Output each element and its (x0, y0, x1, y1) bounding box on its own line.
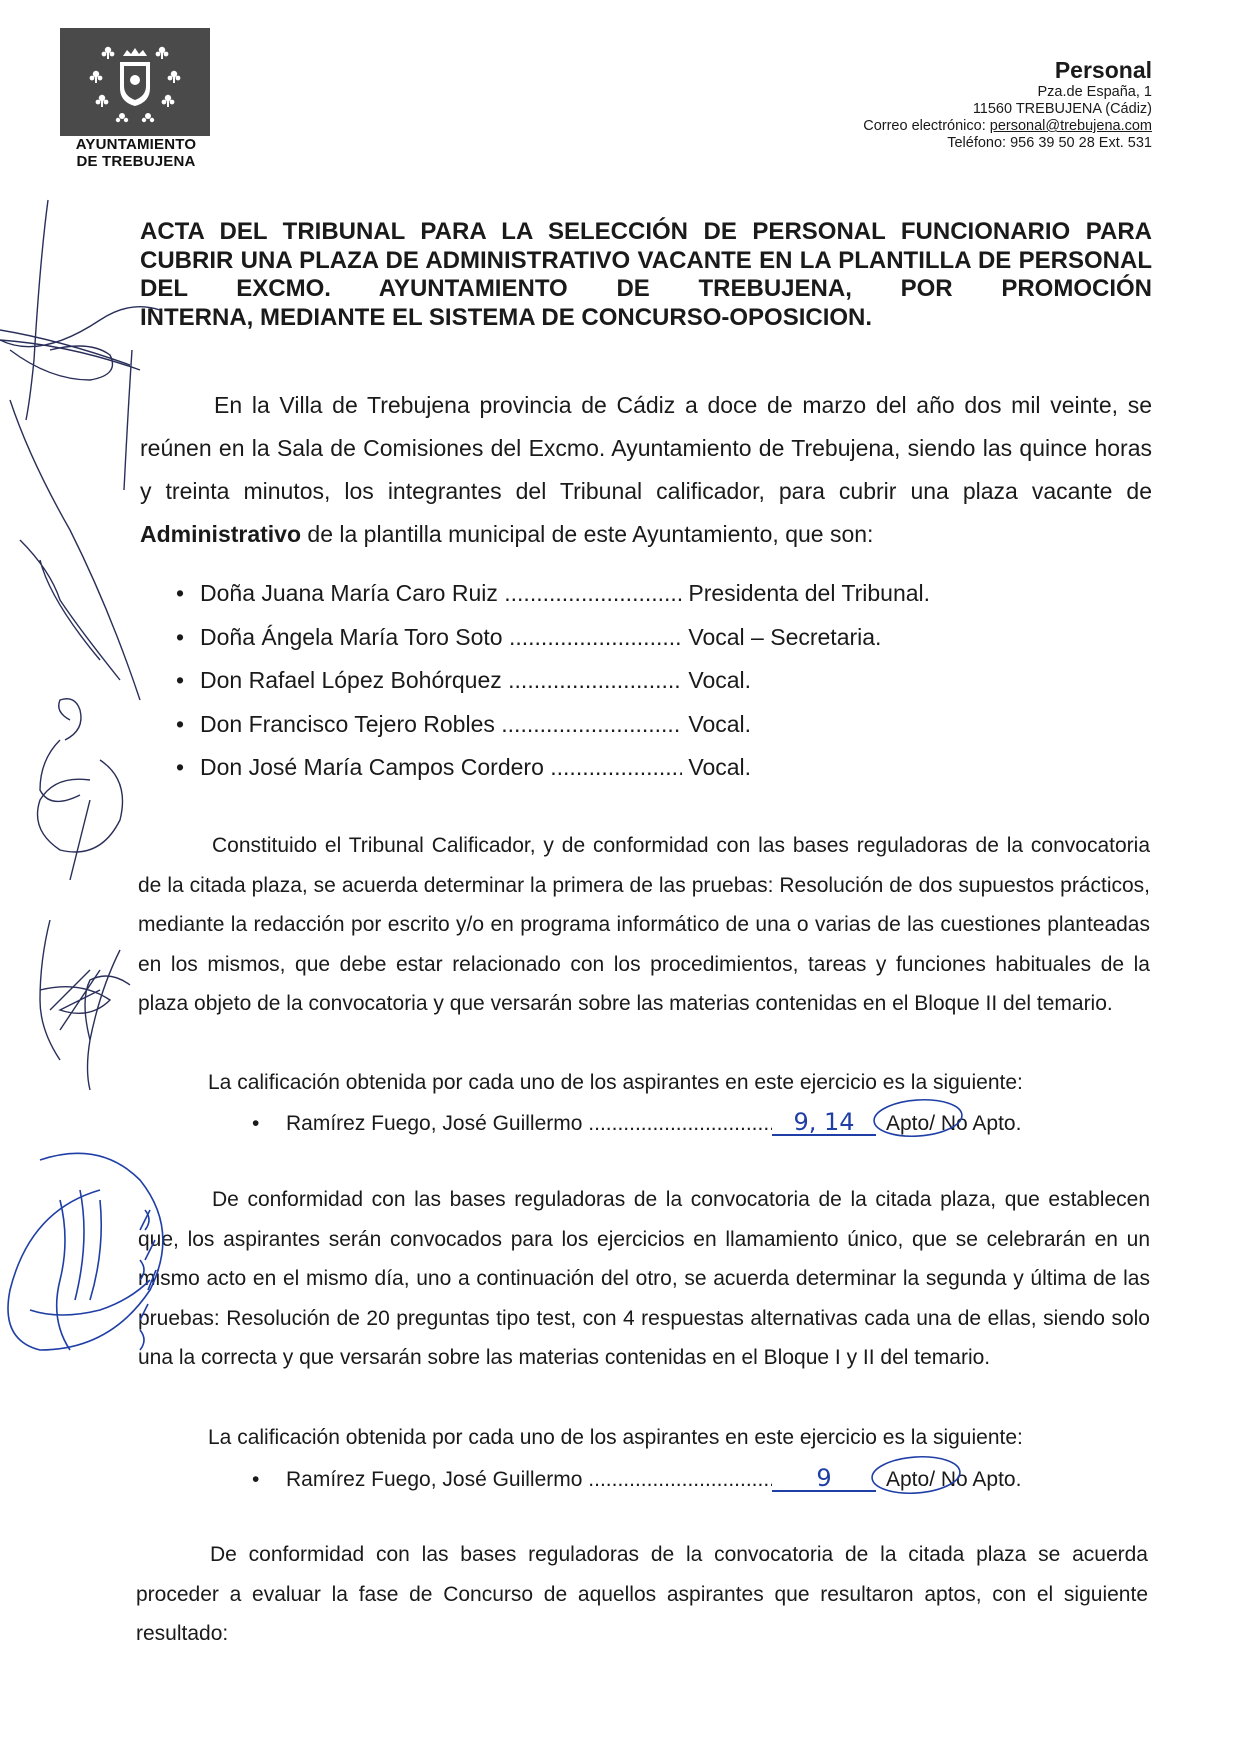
bullet: • (252, 1468, 260, 1491)
member-role: Presidenta del Tribunal. (688, 580, 931, 606)
result-line-2 (252, 1466, 1021, 1493)
margin-signature-middle (40, 920, 130, 1090)
member-name: Don José María Campos Cordero ..... (200, 746, 682, 790)
list-item (174, 659, 1074, 703)
list-item (174, 703, 1074, 747)
email-link[interactable]: personal@trebujena.com (989, 118, 1152, 134)
logo-name (56, 136, 216, 170)
calification-label-1: La calificación obtenida por cada uno de los aspirantes en este ejercicio es la siguiente: (208, 1071, 1023, 1094)
email-line (652, 118, 1152, 135)
member-role: Vocal – Secretaria. (688, 623, 882, 650)
apto-status: Apto/ No Apto. (886, 1112, 1022, 1135)
address-line2: 11560 TREBUJENA (Cádiz) (972, 101, 1152, 117)
heading-last-line: INTERNA, MEDIANTE EL SISTEMA DE CONCURSO-OPOSICION. (140, 303, 873, 331)
logo-name-line2: DE TREBUJENA (76, 153, 196, 170)
member-role: Vocal. (688, 667, 752, 693)
member-role: Vocal. (688, 710, 752, 737)
calification-label-2: La calificación obtenida por cada uno de los aspirantes en este ejercicio es la siguiente: (208, 1426, 1023, 1449)
second-test-paragraph: De conformidad con las bases reguladoras de la convocatoria de la citada plaza, que establecen que, los aspirantes serán convocados para los ejercicios en llamamiento único, que se celebrarán en un mismo acto en el mismo día, uno a continuación del otro, se acuerda determinar la segunda y última de las pruebas: Resolución de 20 preguntas tipo test, con 4 respuestas alternativas cada una de ellas, siendo solo una la correcta y que versarán sobre las materias contenidas en el Bloque I y II del temario. (138, 1188, 1150, 1369)
member-name: Doña Juana María Caro Ruiz ..... (200, 572, 682, 616)
handwritten-score: 9 (772, 1466, 876, 1492)
intro-paragraph (140, 384, 1152, 556)
logo-name-line1: AYUNTAMIENTO (75, 136, 197, 153)
department-title: Personal (1054, 57, 1152, 83)
list-item (174, 572, 1074, 616)
bullet: • (252, 1112, 260, 1135)
result-line-1 (252, 1110, 1021, 1137)
first-test-paragraph: Constituido el Tribunal Calificador, y de conformidad con las bases reguladoras de la convocatoria de la citada plaza, se acuerda determinar la primera de las pruebas: Resolución de dos supuestos prácticos, mediante la redacción por escrito y/o en programa informático de una o varias de las cuestiones planteadas en los mismos, que debe estar relacionado con los procedimientos, tareas y funciones habituales de la plaza objeto de la convocatoria y que versarán sobre las materias contenidas en el Bloque II del temario. (138, 834, 1150, 1015)
coat-of-arms-icon (60, 28, 210, 136)
intro-bold-position: Administrativo (140, 521, 302, 547)
apto-status: Apto/ No Apto. (886, 1468, 1022, 1491)
email-label: Correo electrónico: (863, 118, 990, 134)
heading-main: ACTA DEL TRIBUNAL PARA LA SELECCIÓN DE PERSONAL FUNCIONARIO PARA CUBRIR UNA PLAZA DE ADMINISTRATIVO VACANTE EN LA PLANTILLA DE PERSONAL DEL EXCMO. AYUNTAMIENTO DE TREBUJENA, POR PROMOCIÓN (140, 218, 1152, 302)
document-heading (140, 218, 1152, 332)
intro-text-after: de la plantilla municipal de este Ayuntamiento, que son: (301, 521, 874, 547)
department-block (652, 56, 1152, 152)
intro-text-before: En la Villa de Trebujena provincia de Cádiz a doce de marzo del año dos mil veinte, se reúnen en la Sala de Comisiones del Excmo. Ayuntamiento de Trebujena, siendo las quince horas y treinta minutos, los integrantes del Tribunal calificador, para cubrir una plaza vacante de (140, 392, 1152, 504)
member-role: Vocal. (688, 754, 752, 780)
candidate-name: Ramírez Fuego, José Guillermo ..... (286, 1111, 772, 1137)
phone-line: Teléfono: 956 39 50 28 Ext. 531 (947, 135, 1152, 151)
member-name: Don Francisco Tejero Robles ..... (200, 703, 682, 747)
member-name: Don Rafael López Bohórquez ..... (200, 659, 682, 703)
concurso-paragraph: De conformidad con las bases reguladoras de la convocatoria de la citada plaza se acuerda proceder a evaluar la fase de Concurso de aquellos aspirantes que resultaron aptos, con el siguiente resultado: (136, 1543, 1148, 1645)
candidate-name: Ramírez Fuego, José Guillermo ..... (286, 1467, 772, 1493)
list-item (174, 616, 1074, 660)
member-name: Doña Ángela María Toro Soto ..... (200, 616, 682, 660)
list-item (174, 746, 1074, 790)
margin-signature-upper (0, 200, 160, 880)
address-line1: Pza.de España, 1 (1037, 84, 1152, 100)
handwritten-score: 9, 14 (772, 1110, 876, 1136)
tribunal-members-list (174, 572, 1074, 790)
